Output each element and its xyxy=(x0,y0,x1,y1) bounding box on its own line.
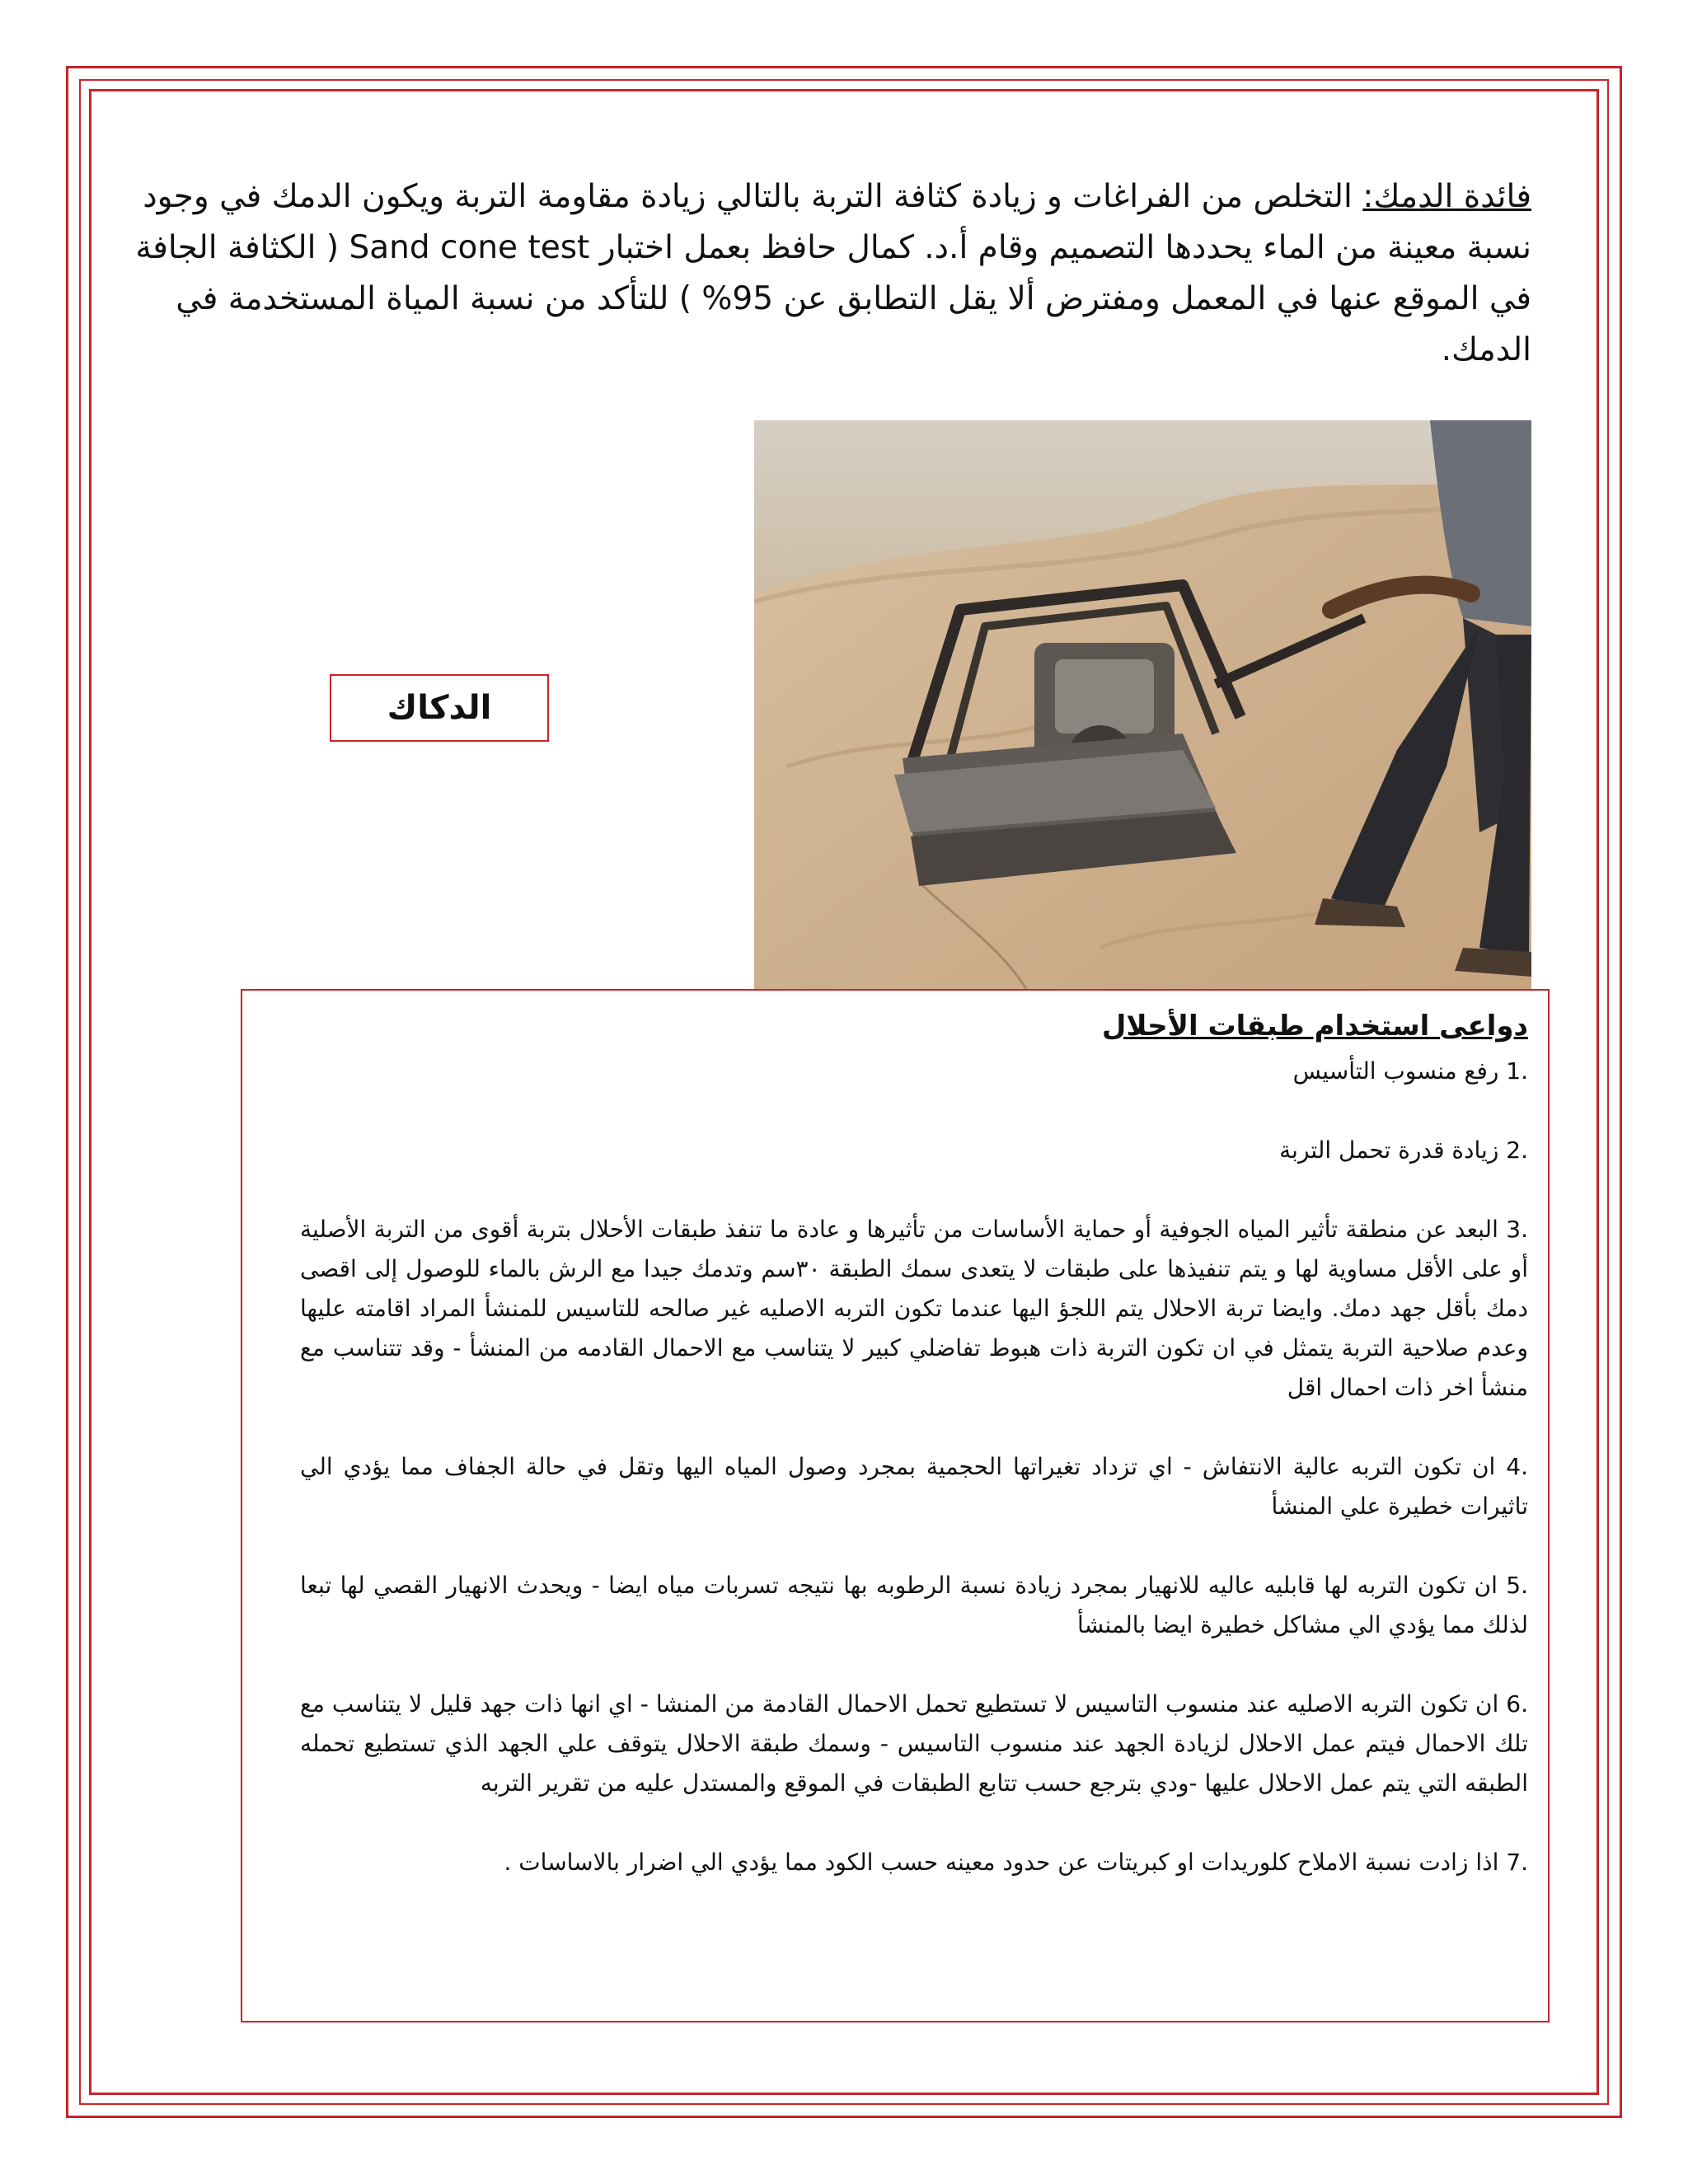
item-text: ان تكون التربه الاصليه عند منسوب التاسيس لا تستطيع تحمل الاحمال القادمة من المنشا - اي انها ذات جهد قليل لا يتناسب مع تلك الاحمال فيتم عمل الاحلال لزيادة الجهد عند منسوب التاسيس - وسمك طبقة الاحلال يتوقف علي الجهد الذي تستطيع تحمله الطبقه التي يتم عمل الاحلال عليها -ودي بترجع حسب تتابع الطبقات في الموقع والمستدل عليه من تقرير التربه xyxy=(300,1690,1528,1797)
item-number: 5. xyxy=(1506,1572,1528,1599)
intro-paragraph xyxy=(114,171,1531,376)
item-text: زيادة قدرة تحمل التربة xyxy=(1279,1137,1507,1164)
intro-text-part1: التخلص من الفراغات و زيادة كثافة التربة بالتالي زيادة مقاومة التربة ويكون الدمك في وجود نسبة معينة من الماء يحددها التصميم وقام أ.د. كمال حافظ بعمل اختبار xyxy=(143,178,1531,266)
item-text: ان تكون التربه عالية الانتفاش - اي تزداد تغيراتها الحجمية بمجرد وصول المياه اليها وتقل في حالة الجفاف مما يؤدي الي تاثيرات خطيرة علي المنشأ xyxy=(300,1453,1528,1520)
intro-text-part2: ( الكثافة الجافة في الموقع عنها في المعمل ومفترض ألا يقل التطابق عن 95% ) للتأكد من نسبة المياة المستخدمة في الدمك. xyxy=(135,229,1531,368)
list-item xyxy=(300,1447,1528,1526)
item-number: 1. xyxy=(1506,1057,1528,1085)
item-text: اذا زادت نسبة الاملاح كلوريدات او كبريتات عن حدود معينه حسب الكود مما يؤدي الي اضرار بالاساسات . xyxy=(504,1849,1507,1876)
reasons-section xyxy=(241,989,1550,2022)
reasons-list xyxy=(300,1052,1528,1882)
reasons-title: دواعى استخدام طبقات الأحلال xyxy=(1101,1010,1528,1043)
photo-caption: الدكاك xyxy=(330,674,549,742)
intro-lead: فائدة الدمك: xyxy=(1362,178,1531,215)
item-text: ان تكون التربه لها قابليه عاليه للانهيار بمجرد زيادة نسبة الرطوبه بها نتيجه تسربات مياه ايضا - ويحدث الانهيار القصي لها تبعا لذلك مما يؤدي الي مشاكل خطيرة ايضا بالمنشأ xyxy=(300,1572,1528,1638)
item-text: البعد عن منطقة تأثير المياه الجوفية أو حماية الأساسات من تأثيرها و عادة ما تنفذ طبقات الأحلال بتربة أقوى من التربة الأصلية أو على الأقل مساوية لها و يتم تنفيذها على طبقات لا يتعدى سمك الطبقة ٣٠سم وتدمك جيدا مع الرش بالماء للوصول إلى اقصى دمك بأقل جهد دمك. وايضا تربة الاحلال يتم اللجؤ اليها عندما تكون التربه الاصليه غير صالحه للتاسيس للمنشأ المراد اقامته عليها وعدم صلاحية التربة يتمثل في ان تكون التربة ذات هبوط تفاضلي كبير لا يتناسب مع الاحمال القادمه من المنشأ - وقد تتناسب مع منشأ اخر ذات احمال اقل xyxy=(300,1216,1528,1401)
list-item xyxy=(300,1566,1528,1645)
intro-test-name: Sand cone test xyxy=(349,229,590,266)
list-item xyxy=(300,1685,1528,1803)
list-item xyxy=(300,1210,1528,1408)
item-text: رفع منسوب التأسيس xyxy=(1292,1057,1507,1085)
item-number: 6. xyxy=(1506,1690,1528,1718)
item-number: 3. xyxy=(1506,1216,1528,1243)
list-item xyxy=(300,1131,1528,1170)
item-number: 4. xyxy=(1506,1453,1528,1480)
list-item xyxy=(300,1052,1528,1091)
item-number: 7. xyxy=(1506,1849,1528,1876)
plate-compactor-photo xyxy=(754,420,1531,989)
item-number: 2. xyxy=(1506,1137,1528,1164)
list-item xyxy=(300,1843,1528,1882)
